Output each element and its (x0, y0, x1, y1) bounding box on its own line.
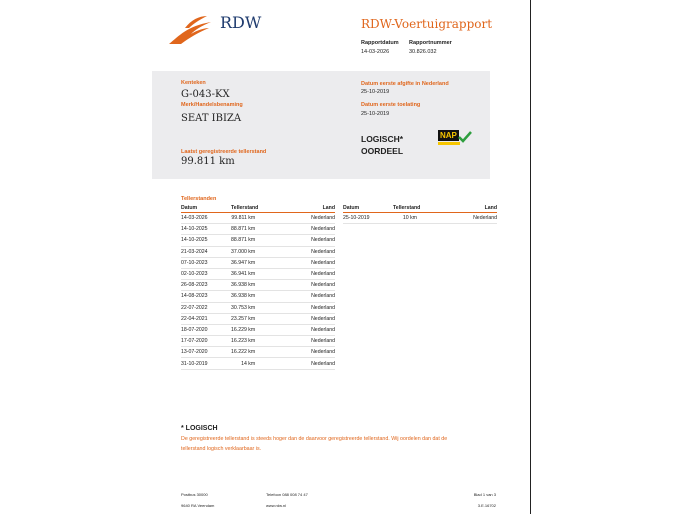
header-country: Land (281, 203, 335, 213)
reading-date: 17-07-2020 (181, 336, 231, 347)
nap-logo (438, 130, 472, 146)
readings-table-left (181, 203, 335, 370)
readings-section-title: Tellerstanden (181, 196, 217, 202)
report-number-label: Rapportnummer (409, 40, 452, 46)
reading-odometer: 30.753 km (231, 302, 281, 313)
reading-country: Nederland (281, 358, 335, 369)
rdw-logo (167, 14, 267, 48)
readings-table-right (343, 203, 497, 224)
table-row (181, 224, 335, 235)
report-number: 30.826.032 (409, 49, 437, 55)
first-admission-date: 25-10-2019 (361, 89, 390, 95)
reading-odometer: 37.000 km (231, 246, 281, 257)
reading-date: 14-10-2025 (181, 235, 231, 246)
reading-country: Nederland (281, 246, 335, 257)
header-odometer: Tellerstand (231, 203, 281, 213)
license-plate: G-043-KX (181, 89, 230, 100)
reading-country: Nederland (281, 313, 335, 324)
reading-date: 21-03-2024 (181, 246, 231, 257)
reading-country: Nederland (281, 257, 335, 268)
last-odometer: 99.811 km (181, 156, 235, 167)
report-date-label: Rapportdatum (361, 40, 399, 46)
reading-odometer: 14 km (231, 358, 281, 369)
table-row (181, 235, 335, 246)
header-country: Land (443, 203, 497, 213)
plate-label: Kenteken (181, 80, 206, 86)
reading-date: 13-07-2020 (181, 347, 231, 358)
vehicle-model: SEAT IBIZA (181, 113, 242, 124)
reading-country: Nederland (281, 224, 335, 235)
reading-country: Nederland (281, 302, 335, 313)
reading-date: 25-10-2019 (343, 213, 393, 224)
table-row (181, 358, 335, 369)
table-row (343, 213, 497, 224)
reading-odometer: 88.871 km (231, 235, 281, 246)
footer-doc-code: 3.E.16702 (477, 503, 496, 508)
reading-odometer: 36.938 km (231, 291, 281, 302)
footer-phone: Telefoon 088 008 74 47 (266, 492, 308, 497)
first-allowed-label: Datum eerste toelating (361, 102, 421, 108)
table-row (181, 347, 335, 358)
odometer-label: Laatst geregistreerde tellerstand (181, 149, 267, 155)
report-title: RDW-Voertuigrapport (361, 17, 493, 31)
reading-country: Nederland (443, 213, 497, 224)
table-row (181, 302, 335, 313)
table-row (181, 313, 335, 324)
reading-date: 14-08-2023 (181, 291, 231, 302)
footnote-text-line1: De geregistreerde tellerstand is steeds hoger dan de daarvoor geregistreerde tellerstand. Wij oordelen dan dat de (181, 436, 448, 442)
reading-odometer: 99.811 km (231, 213, 281, 224)
reading-date: 31-10-2019 (181, 358, 231, 369)
model-label: Merk/Handelsbenaming (181, 102, 243, 108)
header-date: Datum (343, 203, 393, 213)
reading-odometer: 16.223 km (231, 336, 281, 347)
table-row (181, 246, 335, 257)
reading-odometer: 36.941 km (231, 268, 281, 279)
reading-country: Nederland (281, 268, 335, 279)
reading-date: 26-08-2023 (181, 280, 231, 291)
reading-odometer: 36.947 km (231, 257, 281, 268)
reading-odometer: 16.229 km (231, 324, 281, 335)
reading-odometer: 16.222 km (231, 347, 281, 358)
reading-country: Nederland (281, 291, 335, 302)
table-header-row (181, 203, 335, 213)
reading-date: 18-07-2020 (181, 324, 231, 335)
table-row (181, 213, 335, 224)
checkmark-icon (458, 131, 472, 143)
report-page (152, 0, 531, 514)
table-row (181, 336, 335, 347)
header-date: Datum (181, 203, 231, 213)
footnote-title: * LOGISCH (181, 425, 218, 432)
reading-country: Nederland (281, 235, 335, 246)
table-row (181, 257, 335, 268)
reading-odometer: 88.871 km (231, 224, 281, 235)
table-row (181, 324, 335, 335)
table-row (181, 291, 335, 302)
reading-country: Nederland (281, 280, 335, 291)
footer-address-city: 9640 RA Veendam (181, 503, 215, 508)
table-header-row (343, 203, 497, 213)
table-row (181, 280, 335, 291)
footer-page-number: Blad 1 van 3 (473, 492, 496, 497)
rdw-bird-icon (167, 14, 213, 46)
first-allowed-date: 25-10-2019 (361, 111, 390, 117)
reading-country: Nederland (281, 347, 335, 358)
reading-date: 07-10-2023 (181, 257, 231, 268)
reading-date: 14-03-2026 (181, 213, 231, 224)
footer-address: Postbus 30000 (181, 492, 208, 497)
first-admission-label: Datum eerste afgifte in Nederland (361, 81, 449, 87)
reading-country: Nederland (281, 336, 335, 347)
table-row (181, 268, 335, 279)
reading-country: Nederland (281, 324, 335, 335)
reading-date: 22-04-2021 (181, 313, 231, 324)
verdict-line1: LOGISCH* (361, 134, 404, 144)
reading-odometer: 10 km (393, 213, 443, 224)
report-date: 14-03-2026 (361, 49, 390, 55)
header-odometer: Tellerstand (393, 203, 443, 213)
reading-date: 02-10-2023 (181, 268, 231, 279)
nap-logo-text: NAP (440, 131, 457, 140)
reading-date: 14-10-2025 (181, 224, 231, 235)
footnote-text-line2: tellerstand logisch verklaarbaar is. (181, 446, 262, 452)
reading-date: 22-07-2022 (181, 302, 231, 313)
verdict-line2: OORDEEL (361, 146, 404, 156)
brand-name: RDW (220, 13, 262, 32)
footer-website: www.rdw.nl (266, 503, 287, 508)
reading-odometer: 23.257 km (231, 313, 281, 324)
reading-country: Nederland (281, 213, 335, 224)
reading-odometer: 36.938 km (231, 280, 281, 291)
